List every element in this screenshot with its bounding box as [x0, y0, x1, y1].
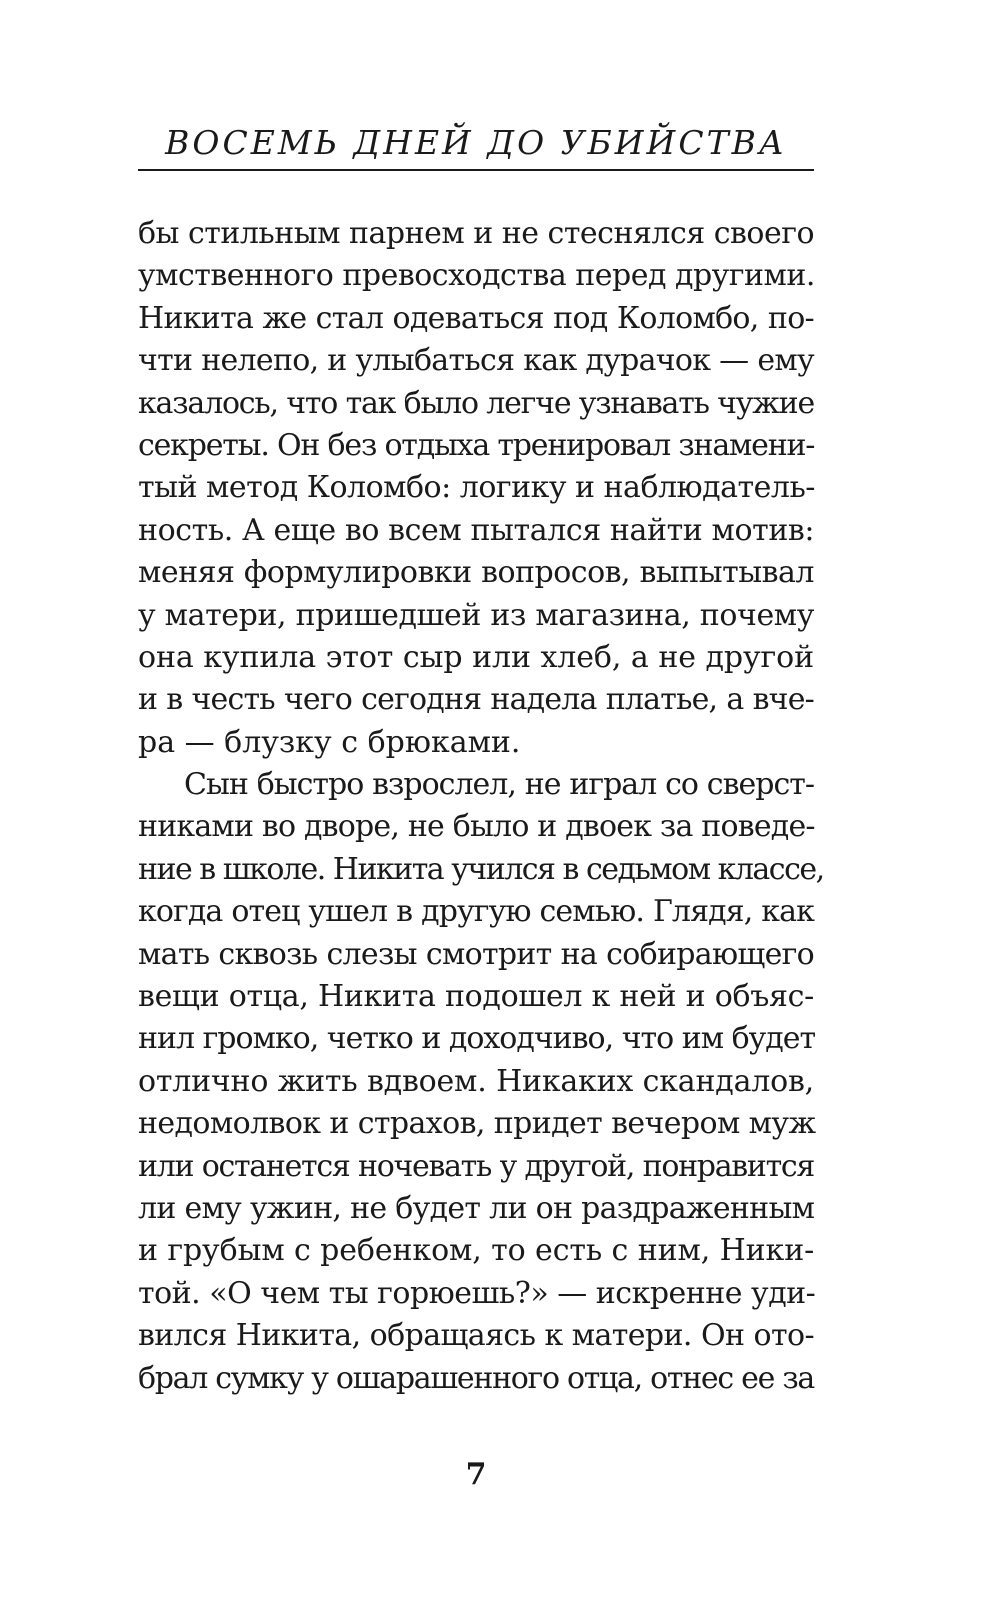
text-line: нил громко, четко и доходчиво, что им будет — [138, 1021, 816, 1057]
text-line: меняя формулировки вопросов, выпытывал — [138, 555, 814, 591]
text-line: тый метод Коломбо: логику и наблюдатель- — [138, 470, 815, 506]
text-line: той. «О чем ты горюешь?» — искренне уди- — [138, 1275, 816, 1311]
paragraph — [138, 764, 824, 1400]
text-line: Сын быстро взрослел, не играл со сверст- — [184, 767, 814, 803]
text-line: Никита же стал одеваться под Коломбо, по- — [138, 300, 814, 336]
text-line: казалось, что так было легче узнавать чужие — [138, 385, 814, 421]
text-line: вился Никита, обращаясь к матери. Он ото- — [138, 1318, 814, 1354]
text-line: никами во дворе, не было и двоек за поведе- — [138, 809, 815, 845]
text-line: ли ему ужин, не будет ли он раздраженным — [138, 1190, 815, 1226]
text-line: умственного превосходства перед другими. — [138, 258, 815, 294]
text-line: мать сквозь слезы смотрит на собирающего — [138, 936, 814, 972]
running-head: ВОСЕМЬ ДНЕЙ ДО УБИЙСТВА — [165, 123, 787, 162]
text-line: она купила этот сыр или хлеб, а не другой — [138, 639, 814, 675]
paragraph — [138, 213, 814, 764]
page-number: 7 — [465, 1457, 487, 1492]
text-line: когда отец ушел в другую семью. Глядя, как — [138, 894, 814, 930]
text-line: и грубым с ребенком, то есть с ним, Ники- — [138, 1233, 815, 1269]
text-line: чти нелепо, и улыбаться как дурачок — ему — [138, 343, 814, 379]
body-text — [138, 213, 824, 1400]
text-line: и в честь чего сегодня надела платье, а вче- — [138, 682, 814, 718]
text-line: ра — блузку с брюками. — [138, 724, 521, 760]
text-line: брал сумку у ошарашенного отца, отнес ее за — [138, 1360, 814, 1396]
text-line: бы стильным парнем и не стеснялся своего — [138, 216, 815, 251]
header-rule — [138, 169, 814, 171]
text-line: недомолвок и страхов, придет вечером муж — [138, 1106, 816, 1142]
text-line: вещи отца, Никита подошел к ней и объяс- — [138, 979, 814, 1015]
text-line: секреты. Он без отдыха тренировал знамени- — [138, 427, 815, 463]
text-line: ность. А еще во всем пытался найти мотив: — [138, 512, 815, 548]
text-line: ние в школе. Никита учился в седьмом классе, — [138, 851, 824, 887]
text-line: или останется ночевать у другой, понравится — [138, 1148, 814, 1184]
text-line: отлично жить вдвоем. Никаких скандалов, — [138, 1063, 814, 1099]
text-line: у матери, пришедшей из магазина, почему — [138, 597, 814, 633]
